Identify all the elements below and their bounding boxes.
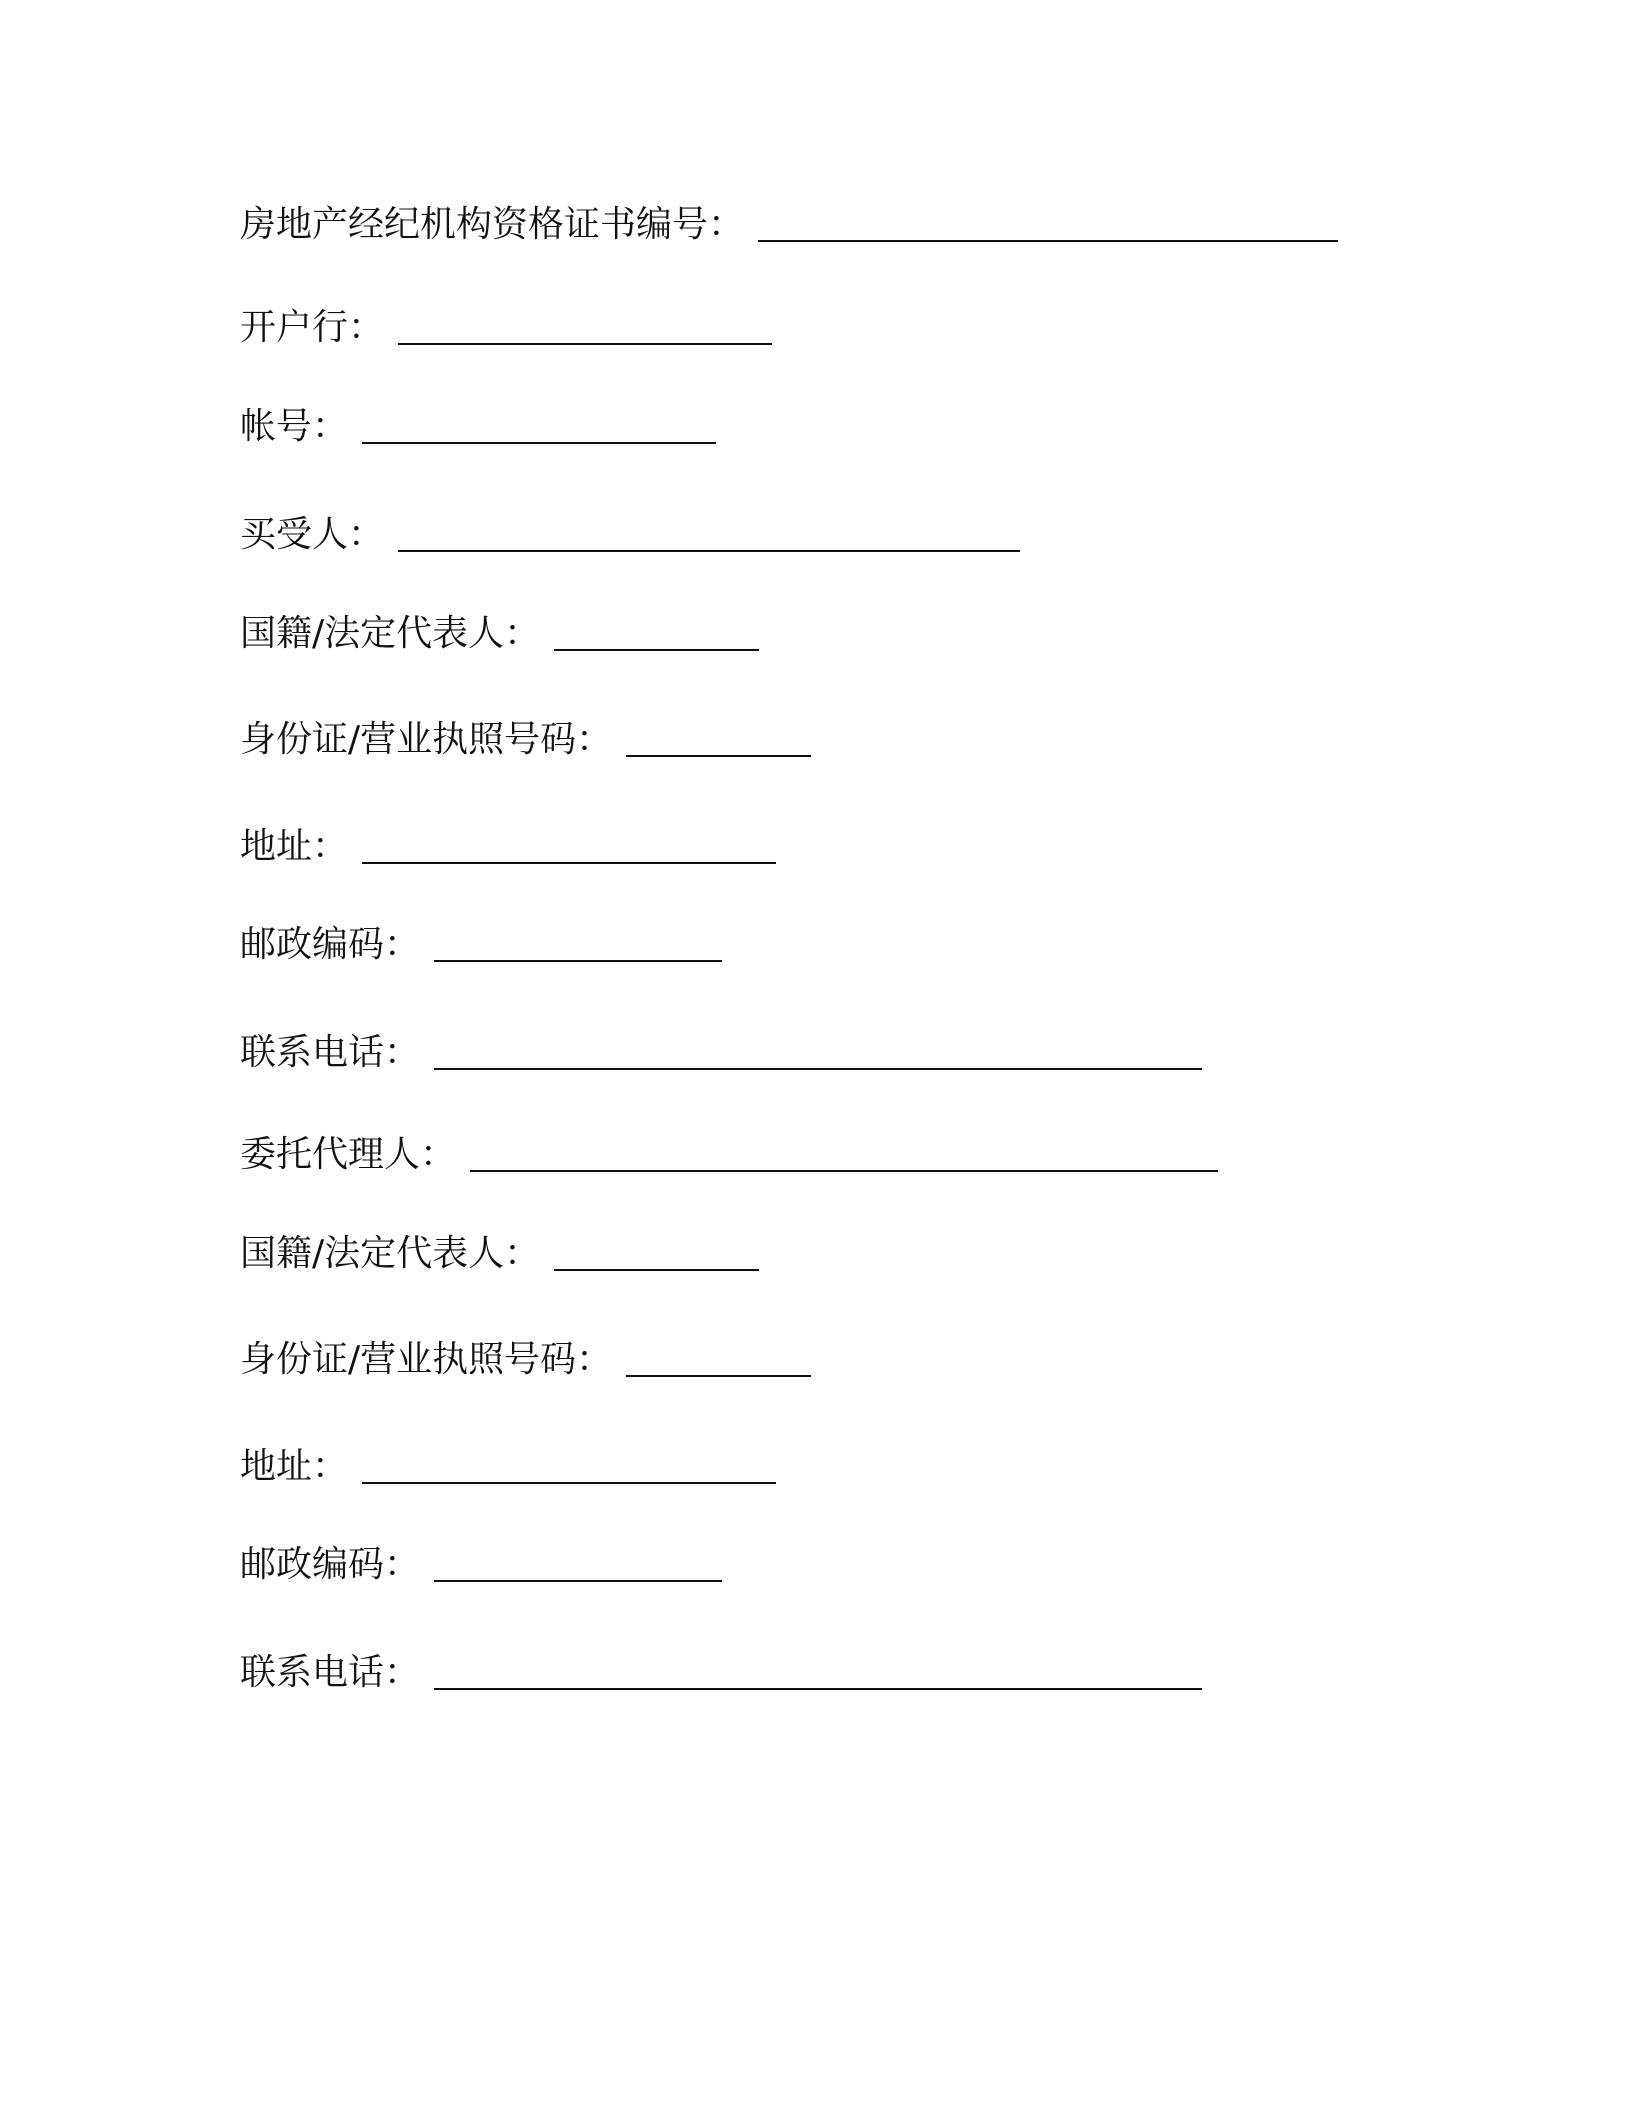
fill-in-blank-line[interactable] [362,442,716,444]
fill-in-blank-line[interactable] [626,755,811,757]
field-label: 开户行： [240,307,385,348]
field-agent-nationality-legal-rep [240,1225,759,1277]
field-label: 联系电话： [240,1032,421,1073]
field-label: 国籍/法定代表人： [240,1233,541,1274]
field-label: 邮政编码： [240,924,421,965]
field-agent-phone [240,1644,1202,1696]
field-buyer-phone [240,1024,1202,1076]
field-label: 委托代理人： [240,1134,457,1175]
field-buyer-address [240,818,776,870]
fill-in-blank-line[interactable] [554,1269,759,1271]
field-buyer-postal-code [240,916,722,968]
field-authorized-agent [240,1126,1218,1178]
field-agent-postal-code [240,1536,722,1588]
field-label: 房地产经纪机构资格证书编号： [240,204,745,245]
fill-in-blank-line[interactable] [470,1170,1218,1172]
fill-in-blank-line[interactable] [434,960,722,962]
field-buyer-nationality-legal-rep [240,605,759,657]
field-agent-id-license-number [240,1331,811,1383]
fill-in-blank-line[interactable] [758,240,1338,242]
field-label: 身份证/营业执照号码： [240,1339,613,1380]
field-label: 地址： [240,826,349,867]
field-label: 国籍/法定代表人： [240,613,541,654]
fill-in-blank-line[interactable] [398,343,772,345]
field-label: 帐号： [240,406,349,447]
fill-in-blank-line[interactable] [434,1580,722,1582]
field-opening-bank [240,299,772,351]
fill-in-blank-line[interactable] [362,1482,776,1484]
field-label: 地址： [240,1446,349,1487]
fill-in-blank-line[interactable] [626,1375,811,1377]
field-agency-certificate-number [240,196,1338,248]
fill-in-blank-line[interactable] [434,1688,1202,1690]
field-label: 身份证/营业执照号码： [240,719,613,760]
fill-in-blank-line[interactable] [362,862,776,864]
field-buyer-id-license-number [240,711,811,763]
field-label: 邮政编码： [240,1544,421,1585]
field-label: 联系电话： [240,1652,421,1693]
field-buyer [240,506,1020,558]
field-label: 买受人： [240,514,385,555]
field-account-number [240,398,716,450]
fill-in-blank-line[interactable] [554,649,759,651]
fill-in-blank-line[interactable] [398,550,1020,552]
fill-in-blank-line[interactable] [434,1068,1202,1070]
field-agent-address [240,1438,776,1490]
